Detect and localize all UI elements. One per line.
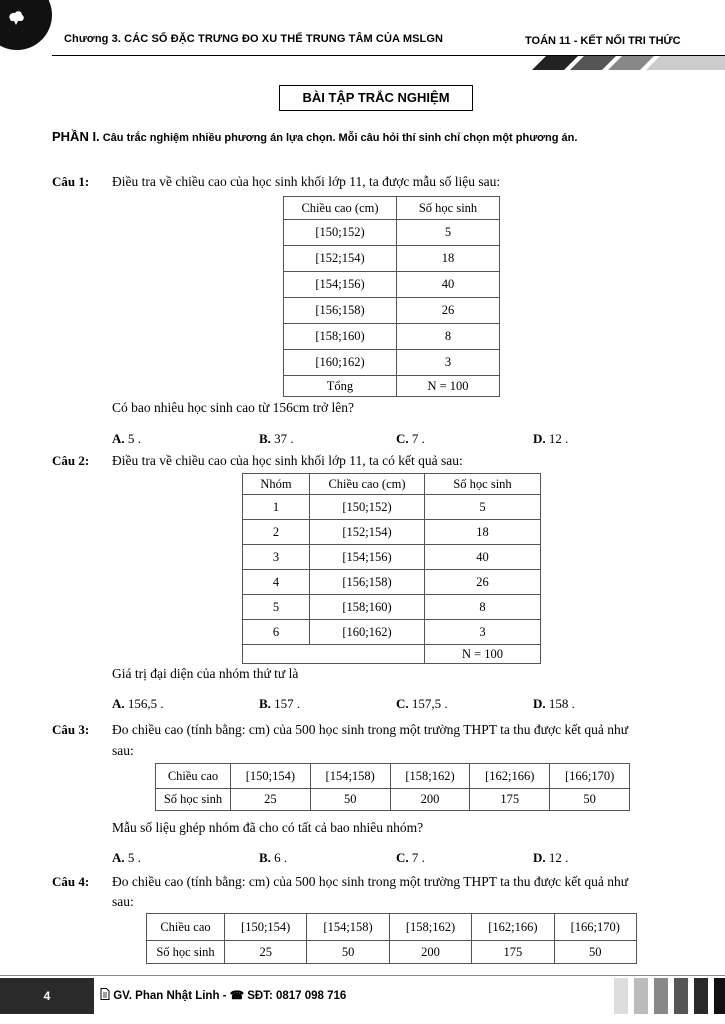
q1-total-label: Tổng bbox=[284, 376, 397, 397]
q3-group-cell: [162;166) bbox=[470, 764, 550, 789]
q3-question: Mẫu số liệu ghép nhóm đã cho có tất cả bao nhiêu nhóm? bbox=[112, 820, 424, 835]
q4-count-cell: 175 bbox=[472, 941, 554, 964]
q3-group-cell: [166;170) bbox=[550, 764, 630, 789]
q2-cell-group: [160;162) bbox=[310, 620, 425, 645]
page-number: 4 bbox=[0, 978, 94, 1014]
q3-count-cell: 25 bbox=[231, 789, 311, 811]
option-value: 7 . bbox=[411, 431, 425, 446]
q2-cell-group: [156;158) bbox=[310, 570, 425, 595]
q2-cell-group: [152;154) bbox=[310, 520, 425, 545]
q4-group-cell: [158;162) bbox=[389, 914, 471, 941]
q3-option-a bbox=[112, 850, 141, 866]
q4-group-cell: [150;154) bbox=[225, 914, 307, 941]
q3-number: Câu 3: bbox=[52, 722, 90, 737]
part-description: Câu trắc nghiệm nhiều phương án lựa chọn. Mỗi câu hỏi thí sinh chỉ chọn một phương án. bbox=[102, 132, 578, 144]
q3-count-cell: 200 bbox=[390, 789, 470, 811]
footer-divider bbox=[0, 975, 725, 976]
chapter-title: Chương 3. CÁC SỐ ĐẶC TRƯNG ĐO XU THẾ TRUNG TÂM CỦA MSLGN bbox=[64, 33, 444, 45]
q4-row-label: Chiều cao bbox=[147, 914, 225, 941]
option-value: 7 . bbox=[411, 850, 425, 865]
q3-count-cell: 50 bbox=[310, 789, 390, 811]
q2-cell-count: 26 bbox=[425, 570, 541, 595]
q1-cell-group: [160;162) bbox=[284, 350, 397, 376]
option-letter: C. bbox=[396, 696, 409, 711]
q1-cell-group: [150;152) bbox=[284, 220, 397, 246]
q1-header-count: Số học sinh bbox=[397, 197, 500, 220]
document-icon bbox=[100, 988, 110, 1000]
option-letter: D. bbox=[533, 431, 546, 446]
q4-group-cell: [166;170) bbox=[554, 914, 636, 941]
option-value: 5 . bbox=[127, 431, 141, 446]
q1-option-c bbox=[396, 431, 425, 447]
q1-cell-group: [158;160) bbox=[284, 324, 397, 350]
option-value: 156,5 . bbox=[127, 696, 164, 711]
q1-table bbox=[283, 196, 500, 397]
q4-number: Câu 4: bbox=[52, 874, 90, 889]
q1-cell-count: 18 bbox=[397, 246, 500, 272]
q2-cell-index: 6 bbox=[243, 620, 310, 645]
book-title: TOÁN 11 - KẾT NỐI TRI THỨC bbox=[525, 35, 681, 47]
q2-cell-count: 5 bbox=[425, 495, 541, 520]
option-letter: A. bbox=[112, 431, 125, 446]
q1-cell-count: 40 bbox=[397, 272, 500, 298]
q2-cell-index: 4 bbox=[243, 570, 310, 595]
q1-cell-count: 3 bbox=[397, 350, 500, 376]
footer-author bbox=[100, 988, 346, 1002]
q2-header-height: Chiều cao (cm) bbox=[310, 474, 425, 495]
author-name: GV. Phan Nhật Linh - bbox=[113, 990, 230, 1002]
option-value: 158 . bbox=[548, 696, 575, 711]
q1-number: Câu 1: bbox=[52, 174, 90, 189]
q2-cell-group: [150;152) bbox=[310, 495, 425, 520]
q4-intro: Đo chiều cao (tính bằng: cm) của 500 học sinh trong một trường THPT ta thu được kết quả như bbox=[112, 874, 629, 889]
option-letter: D. bbox=[533, 696, 546, 711]
q1-cell-count: 8 bbox=[397, 324, 500, 350]
option-value: 37 . bbox=[274, 431, 294, 446]
q3-intro: Đo chiều cao (tính bằng: cm) của 500 học sinh trong một trường THPT ta thu được kết quả như bbox=[112, 722, 629, 737]
q1-intro: Điều tra về chiều cao của học sinh khối lớp 11, ta được mẫu số liệu sau: bbox=[112, 174, 501, 189]
q2-option-b bbox=[259, 696, 300, 712]
q1-option-b bbox=[259, 431, 294, 447]
q2-cell-index: 5 bbox=[243, 595, 310, 620]
q2-cell-index: 1 bbox=[243, 495, 310, 520]
q1-cell-group: [156;158) bbox=[284, 298, 397, 324]
q2-cell-count: 40 bbox=[425, 545, 541, 570]
q3-option-c bbox=[396, 850, 425, 866]
option-letter: D. bbox=[533, 850, 546, 865]
q2-cell-count: 3 bbox=[425, 620, 541, 645]
option-letter: B. bbox=[259, 431, 271, 446]
q2-option-d bbox=[533, 696, 575, 712]
option-value: 157,5 . bbox=[411, 696, 448, 711]
q2-total-value: N = 100 bbox=[425, 645, 541, 664]
q1-cell-count: 5 bbox=[397, 220, 500, 246]
q2-intro: Điều tra về chiều cao của học sinh khối lớp 11, ta có kết quả sau: bbox=[112, 453, 463, 468]
q4-count-cell: 50 bbox=[554, 941, 636, 964]
q4-count-cell: 50 bbox=[307, 941, 389, 964]
q2-cell-group: [154;156) bbox=[310, 545, 425, 570]
option-value: 12 . bbox=[548, 850, 569, 865]
q2-total-empty bbox=[243, 645, 425, 664]
q2-cell-index: 3 bbox=[243, 545, 310, 570]
q4-count-cell: 25 bbox=[225, 941, 307, 964]
q4-intro-cont: sau: bbox=[112, 894, 134, 909]
q2-table bbox=[242, 473, 541, 664]
header-stripes-decoration bbox=[520, 56, 725, 70]
q1-cell-group: [152;154) bbox=[284, 246, 397, 272]
q3-row-label: Chiều cao bbox=[156, 764, 231, 789]
q3-group-cell: [154;158) bbox=[310, 764, 390, 789]
q1-question: Có bao nhiêu học sinh cao từ 156cm trở lên? bbox=[112, 400, 355, 415]
q4-row-label: Số học sinh bbox=[147, 941, 225, 964]
q4-group-cell: [154;158) bbox=[307, 914, 389, 941]
q3-group-cell: [158;162) bbox=[390, 764, 470, 789]
q3-intro-cont: sau: bbox=[112, 743, 134, 758]
header-logo bbox=[0, 0, 52, 50]
brain-icon bbox=[6, 8, 26, 28]
q3-option-b bbox=[259, 850, 287, 866]
q2-cell-group: [158;160) bbox=[310, 595, 425, 620]
option-value: 5 . bbox=[127, 850, 141, 865]
q3-group-cell: [150;154) bbox=[231, 764, 311, 789]
phone-icon: ☎ bbox=[229, 990, 245, 1002]
q3-row-label: Số học sinh bbox=[156, 789, 231, 811]
option-letter: B. bbox=[259, 696, 271, 711]
q2-cell-count: 8 bbox=[425, 595, 541, 620]
footer-bars-decoration bbox=[614, 978, 725, 1014]
q3-table bbox=[155, 763, 630, 811]
option-value: 6 . bbox=[274, 850, 288, 865]
section-title: BÀI TẬP TRẮC NGHIỆM bbox=[279, 85, 473, 111]
q4-count-cell: 200 bbox=[389, 941, 471, 964]
q2-cell-count: 18 bbox=[425, 520, 541, 545]
q2-question: Giá trị đại diện của nhóm thứ tư là bbox=[112, 666, 299, 681]
q1-cell-count: 26 bbox=[397, 298, 500, 324]
part-label: PHẦN I. bbox=[52, 129, 100, 144]
q1-cell-group: [154;156) bbox=[284, 272, 397, 298]
option-letter: C. bbox=[396, 850, 409, 865]
author-phone: SĐT: 0817 098 716 bbox=[247, 990, 347, 1002]
option-letter: A. bbox=[112, 850, 125, 865]
option-letter: C. bbox=[396, 431, 409, 446]
q3-option-d bbox=[533, 850, 568, 866]
part-heading bbox=[52, 128, 677, 147]
q2-option-c bbox=[396, 696, 448, 712]
q1-option-a bbox=[112, 431, 141, 447]
q2-header-count: Số học sinh bbox=[425, 474, 541, 495]
option-letter: A. bbox=[112, 696, 125, 711]
q1-option-d bbox=[533, 431, 568, 447]
q1-total-value: N = 100 bbox=[397, 376, 500, 397]
q2-option-a bbox=[112, 696, 164, 712]
q3-count-cell: 50 bbox=[550, 789, 630, 811]
q4-table bbox=[146, 913, 637, 964]
q2-header-group: Nhóm bbox=[243, 474, 310, 495]
q1-header-height: Chiều cao (cm) bbox=[284, 197, 397, 220]
q4-group-cell: [162;166) bbox=[472, 914, 554, 941]
q2-number: Câu 2: bbox=[52, 453, 90, 468]
option-letter: B. bbox=[259, 850, 271, 865]
q3-count-cell: 175 bbox=[470, 789, 550, 811]
option-value: 12 . bbox=[548, 431, 569, 446]
option-value: 157 . bbox=[274, 696, 301, 711]
q2-cell-index: 2 bbox=[243, 520, 310, 545]
